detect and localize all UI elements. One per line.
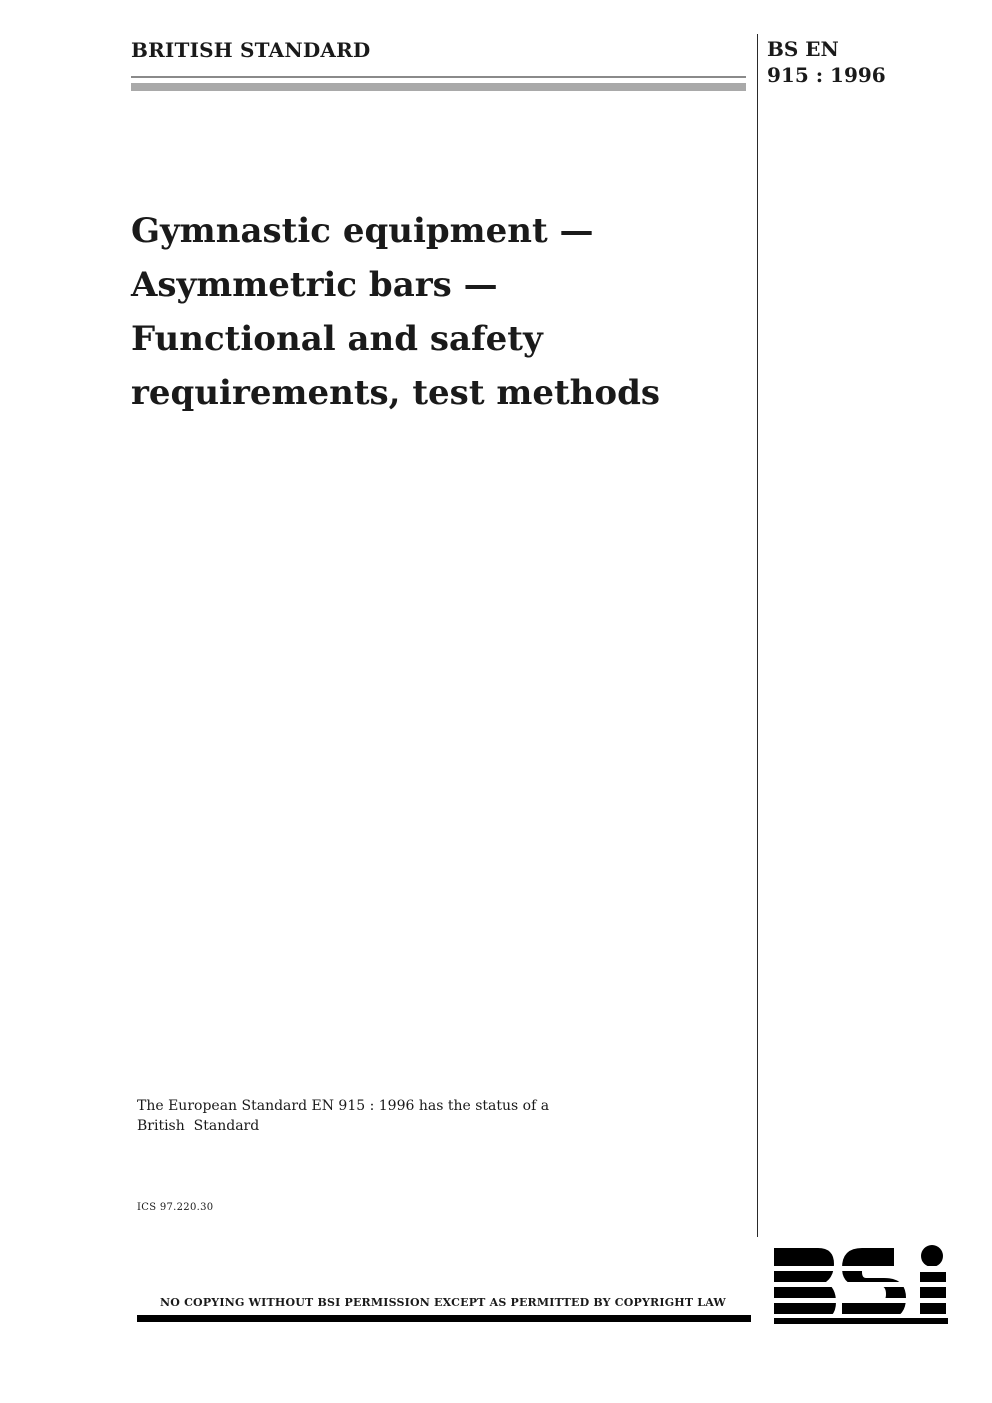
document-title: [131, 204, 731, 420]
title-line: Gymnastic equipment —: [131, 211, 594, 251]
title-line: Asymmetric bars —: [131, 265, 498, 305]
status-note: [137, 1096, 657, 1136]
standard-type-label: BRITISH STANDARD: [131, 38, 371, 62]
ics-code: ICS 97.220.30: [137, 1202, 214, 1213]
title-line: Functional and safety: [131, 319, 543, 359]
document-number-prefix: BS EN: [767, 37, 839, 61]
bsi-logo: [774, 1244, 948, 1324]
header-bar: [131, 83, 746, 91]
header-rule: [131, 76, 746, 78]
vertical-divider: [757, 34, 758, 1237]
status-note-line: The European Standard EN 915 : 1996 has the status of a: [137, 1098, 550, 1114]
footer-bar: [137, 1315, 751, 1322]
document-number: [767, 36, 886, 88]
status-note-line: British Standard: [137, 1118, 260, 1134]
copyright-notice: NO COPYING WITHOUT BSI PERMISSION EXCEPT AS PERMITTED BY COPYRIGHT LAW: [160, 1296, 726, 1309]
title-line: requirements, test methods: [131, 373, 660, 413]
document-number-code: 915 : 1996: [767, 63, 886, 87]
bsi-logo-i-stem: [920, 1272, 946, 1320]
bsi-logo-i-dot: [921, 1245, 943, 1267]
